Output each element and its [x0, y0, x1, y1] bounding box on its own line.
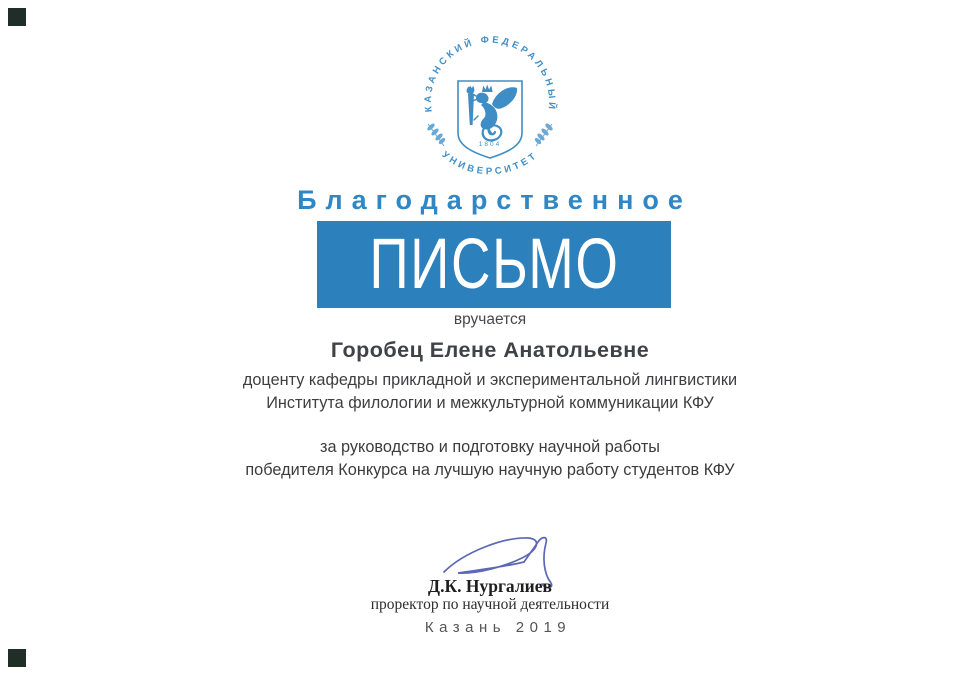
- laurel-left-icon: [427, 123, 446, 146]
- kfu-emblem-icon: [404, 28, 576, 180]
- award-reason-line2: победителя Конкурса на лучшую научную работу студентов КФУ: [245, 460, 735, 479]
- title-banner: [317, 221, 671, 308]
- certificate-title-word2: ПИСЬМО: [368, 225, 620, 304]
- laurel-right-icon: [534, 123, 553, 146]
- signer-title: проректор по научной деятельности: [370, 596, 610, 613]
- signer-name: Д.К. Нургалиев: [428, 576, 552, 596]
- recipient-name: Горобец Елене Анатольевне: [330, 338, 650, 362]
- recipient-role-line1: доценту кафедры прикладной и экспериментальной лингвистики: [242, 371, 738, 389]
- logo-year-text: 1804: [478, 141, 502, 148]
- recipient-role: [0, 369, 980, 415]
- award-reason: [0, 436, 980, 481]
- certificate-title-word1: Благодарственное: [297, 185, 692, 215]
- scan-corner-mark-bottom-left: [8, 649, 26, 667]
- logo-arc-top-text: КАЗАНСКИЙ ФЕДЕРАЛЬНЫЙ: [422, 34, 558, 113]
- award-reason-line1: за руководство и подготовку научной работы: [319, 438, 661, 456]
- city-year: Казань 2019: [424, 619, 572, 636]
- scan-corner-mark-top-left: [8, 8, 26, 26]
- university-logo: [0, 28, 980, 185]
- presented-to-label: вручается: [453, 311, 527, 328]
- recipient-role-line2: Института филологии и межкультурной коммуникации КФУ: [266, 394, 714, 412]
- logo-arc-bottom-text: УНИВЕРСИТЕТ: [439, 149, 541, 178]
